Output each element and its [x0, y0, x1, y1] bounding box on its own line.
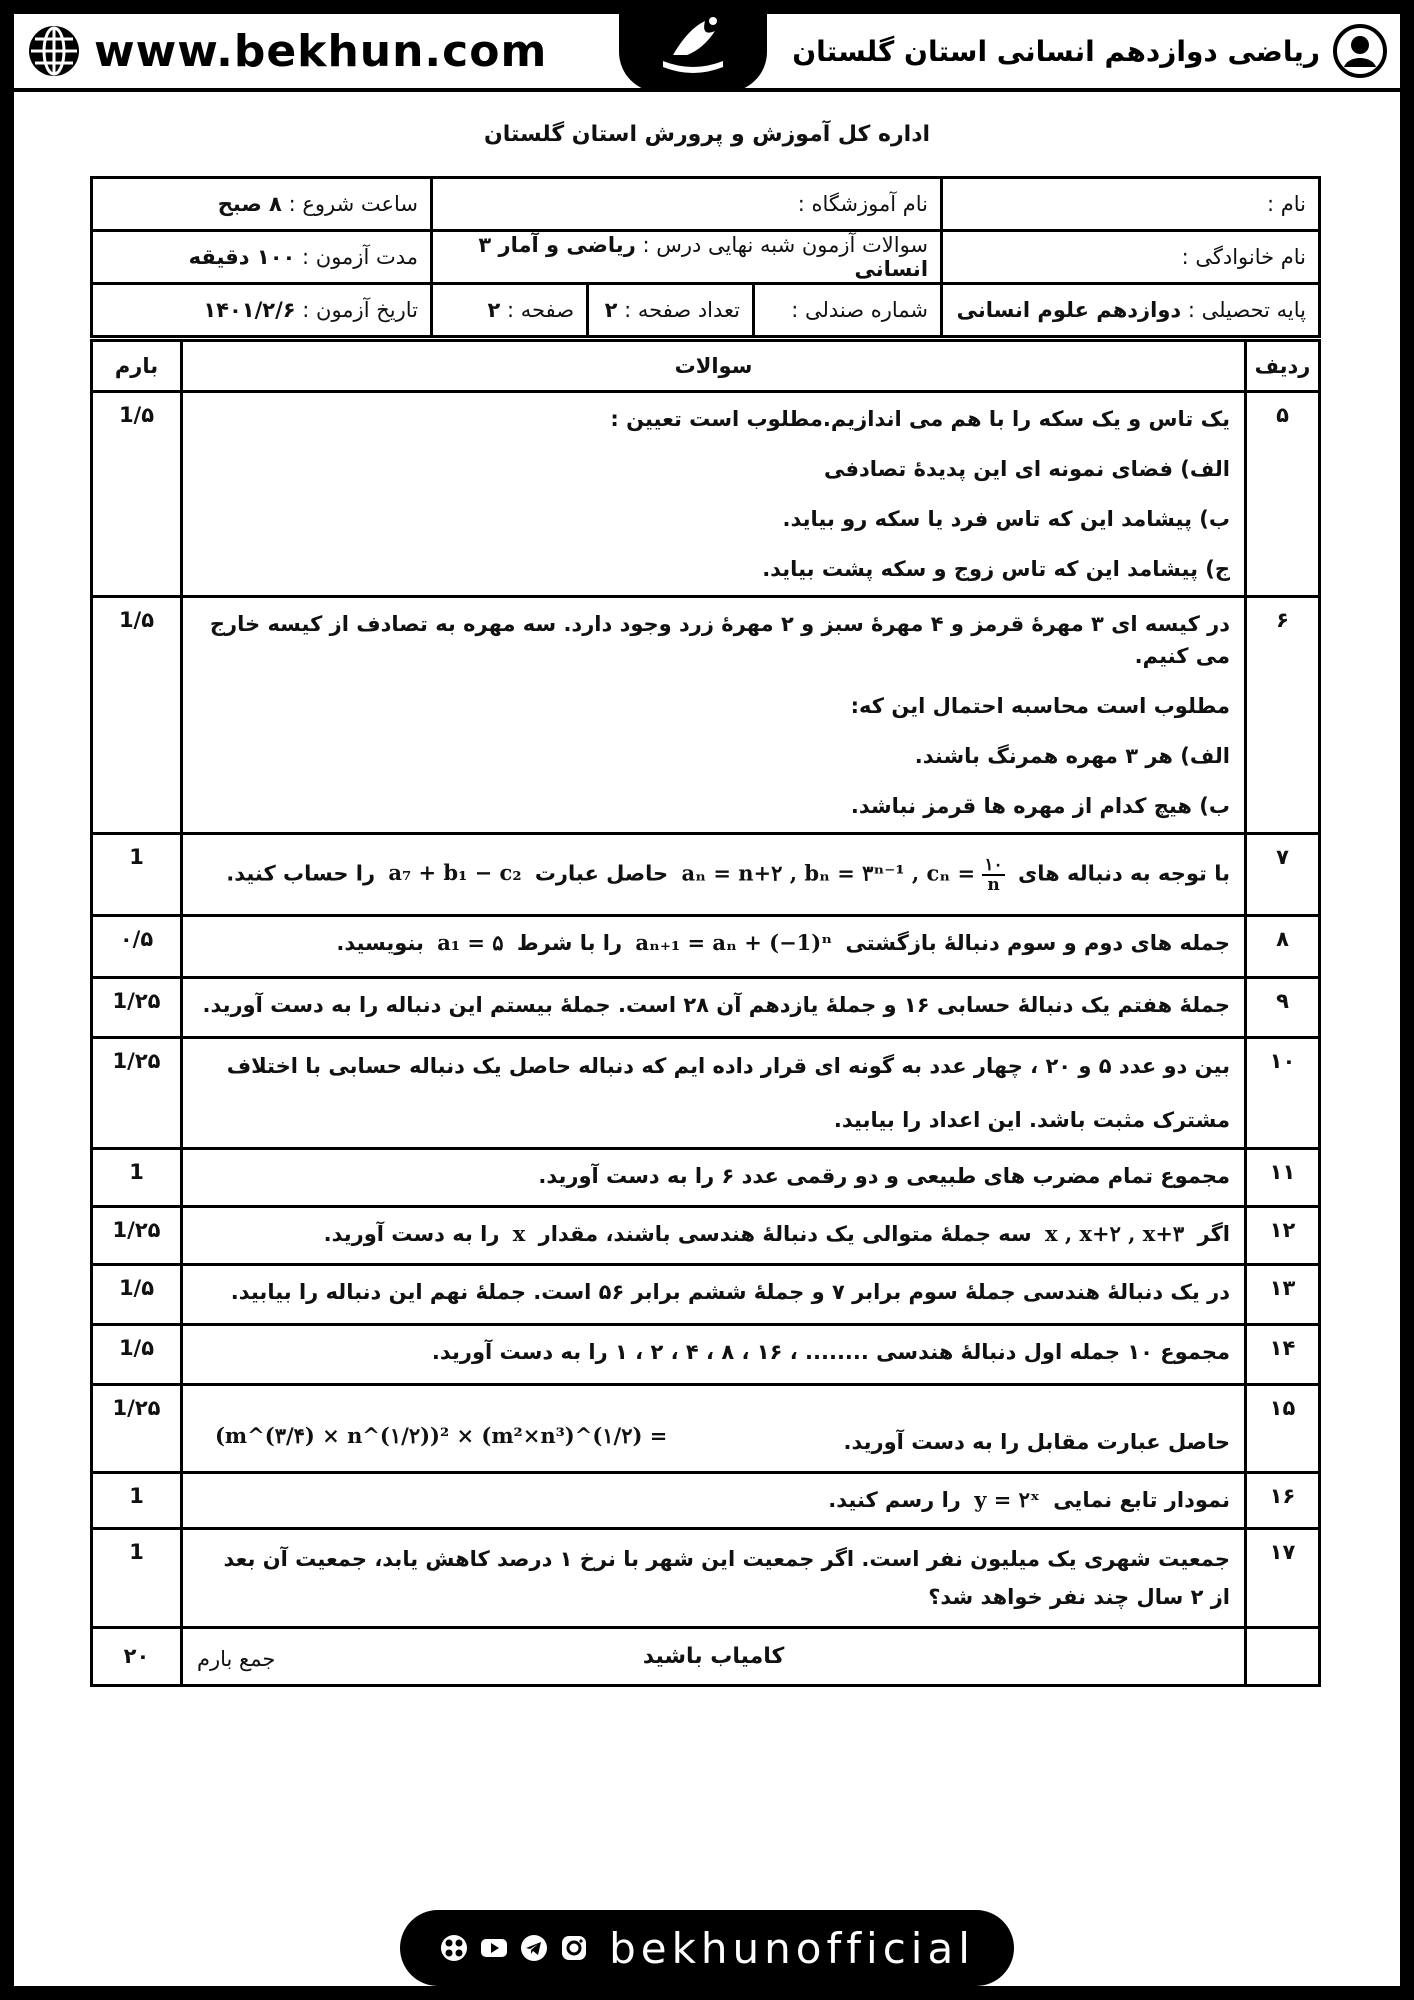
social-footer[interactable] — [400, 1910, 1014, 1986]
question-text: در یک دنبالهٔ هندسی جملهٔ سوم برابر ۷ و جملهٔ ششم برابر ۵۶ است. جملهٔ نهم این دنباله را بیابید. — [182, 1265, 1246, 1325]
terms-formula: x , x+۲ , x+۳ — [1045, 1221, 1185, 1246]
question-score: 1/۵ — [92, 1265, 182, 1325]
header-title-group — [792, 24, 1388, 78]
instagram-icon — [559, 1933, 589, 1963]
question-row-13: ۱۳ در یک دنبالهٔ هندسی جملهٔ سوم برابر ۷ و جملهٔ ششم برابر ۵۶ است. جملهٔ نهم این دنباله را بیابید. 1/۵ — [92, 1265, 1320, 1325]
question-score: 1/۲۵ — [92, 1038, 182, 1149]
question-row-7: ۷ با توجه به دنباله های aₙ = n+۲ , bₙ = ۳ⁿ⁻¹ , cₙ = $\frac{۱۰}{n}$ حاصل عبارت a₇ + b₁ − c₂ را حساب کنید. 1 — [92, 834, 1320, 916]
good-luck-text: کامیاب باشید — [642, 1643, 785, 1669]
header-title: ریاضی دوازدهم انسانی استان گلستان — [792, 34, 1320, 68]
question-row-17: ۱۷ جمعیت شهری یک میلیون نفر است. اگر جمعیت این شهر با نرخ ۱ درصد کاهش یابد، جمعیت آن بعد از ۲ سال چند نفر خواهد شد؟ 1 — [92, 1529, 1320, 1628]
question-score: 1 — [92, 1529, 182, 1628]
exam-date-cell: تاریخ آزمون : ۱۴۰۱/۲/۶ — [92, 284, 432, 337]
power-expression: (m^(۳/۴) × n^(۱/۲))² × (m²×n³)^(۱/۲) = — [215, 1423, 668, 1448]
site-url: www.bekhun.com — [94, 25, 548, 77]
recursive-formula: aₙ₊₁ = aₙ + (−1)ⁿ — [635, 930, 833, 955]
question-text: در کیسه ای ۳ مهرهٔ قرمز و ۴ مهرهٔ سبز و ۲ مهرهٔ زرد وجود دارد. سه مهره به تصادف از کیسه خارج می کنیم. مطلوب است محاسبه احتمال این که: الف) هر ۳ مهره همرنگ باشند. ب) هیچ کدام از مهره ها قرمز نباشد. — [182, 597, 1246, 834]
site-link[interactable] — [26, 24, 547, 78]
social-handle: bekhunofficial — [609, 1923, 975, 1973]
book-logo-icon — [643, 11, 743, 81]
questions-table — [90, 339, 1321, 1687]
question-score: 1/۲۵ — [92, 978, 182, 1038]
total-score: ۲۰ — [92, 1628, 182, 1686]
question-row-11: ۱۱ مجموع تمام مضرب های طبیعی و دو رقمی عدد ۶ را به دست آورید. 1 — [92, 1149, 1320, 1207]
page-number-cell: صفحه : ۲ — [432, 284, 588, 337]
questions-header: سوالات — [182, 341, 1246, 392]
question-text: حاصل عبارت مقابل را به دست آورید. (m^(۳/۴) × n^(۱/۲))² × (m²×n³)^(۱/۲) = — [182, 1385, 1246, 1473]
question-score: 1 — [92, 834, 182, 916]
question-row-8: ۸ جمله های دوم و سوم دنبالهٔ بازگشتی aₙ₊₁ = aₙ + (−1)ⁿ را با شرط a₁ = ۵ بنویسید. ۰/۵ — [92, 916, 1320, 978]
total-label: جمع بارم — [197, 1647, 276, 1671]
exam-info-table — [90, 176, 1321, 338]
question-score: 1/۲۵ — [92, 1207, 182, 1265]
organization-name: اداره کل آموزش و پرورش استان گلستان — [483, 122, 931, 147]
question-text: اگر x , x+۲ , x+۳ سه جملهٔ متوالی یک دنبالهٔ هندسی باشند، مقدار x را به دست آورید. — [182, 1207, 1246, 1265]
score-header: بارم — [92, 341, 182, 392]
question-text: نمودار تابع نمایی y = ۲ˣ را رسم کنید. — [182, 1473, 1246, 1529]
question-row-12: ۱۲ اگر x , x+۲ , x+۳ سه جملهٔ متوالی یک دنبالهٔ هندسی باشند، مقدار x را به دست آورید. 1/۲۵ — [92, 1207, 1320, 1265]
expression-formula: a₇ + b₁ − c₂ — [388, 860, 522, 885]
question-score: 1/۵ — [92, 392, 182, 597]
question-text: با توجه به دنباله های aₙ = n+۲ , bₙ = ۳ⁿ⁻¹ , cₙ = $\frac{۱۰}{n}$ حاصل عبارت a₇ + b₁ − c₂ را حساب کنید. — [182, 834, 1246, 916]
initial-condition: a₁ = ۵ — [437, 930, 504, 955]
total-row — [92, 1628, 1320, 1686]
question-text: جمله های دوم و سوم دنبالهٔ بازگشتی aₙ₊₁ = aₙ + (−1)ⁿ را با شرط a₁ = ۵ بنویسید. — [182, 916, 1246, 978]
question-text: جملهٔ هفتم یک دنبالهٔ حسابی ۱۶ و جملهٔ یازدهم آن ۲۸ است. جملهٔ بیستم این دنباله را به دست آورید. — [182, 978, 1246, 1038]
student-name-cell[interactable]: نام : — [942, 178, 1320, 231]
question-row-9: ۹ جملهٔ هفتم یک دنبالهٔ حسابی ۱۶ و جملهٔ یازدهم آن ۲۸ است. جملهٔ بیستم این دنباله را به دست آورید. 1/۲۵ — [92, 978, 1320, 1038]
question-score: 1/۵ — [92, 1325, 182, 1385]
user-icon — [1332, 23, 1388, 79]
question-text: جمعیت شهری یک میلیون نفر است. اگر جمعیت این شهر با نرخ ۱ درصد کاهش یابد، جمعیت آن بعد از ۲ سال چند نفر خواهد شد؟ — [182, 1529, 1246, 1628]
aparat-icon — [439, 1933, 469, 1963]
sequence-formula: aₙ = n+۲ , bₙ = ۳ⁿ⁻¹ , cₙ = $\frac{۱۰}{n}$ — [681, 854, 1003, 895]
question-text: مجموع ۱۰ جمله اول دنبالهٔ هندسی ........ ، ۱۶ ، ۸ ، ۴ ، ۲ ، ۱ را به دست آورید. — [182, 1325, 1246, 1385]
question-row-15: ۱۵ حاصل عبارت مقابل را به دست آورید. (m^(۳/۴) × n^(۱/۲))² × (m²×n³)^(۱/۲) = 1/۲۵ — [92, 1385, 1320, 1473]
exponential-function: y = ۲ˣ — [974, 1487, 1040, 1512]
question-row-6: ۶ در کیسه ای ۳ مهرهٔ قرمز و ۴ مهرهٔ سبز و ۲ مهرهٔ زرد وجود دارد. سه مهره به تصادف از کیسه خارج می کنیم. مطلوب است محاسبه احتمال این که: الف) هر ۳ مهره همرنگ باشند. ب) هیچ کدام از مهره ها قرمز نباشد. 1/۵ — [92, 597, 1320, 834]
variable-x: x — [512, 1221, 526, 1246]
grade-cell: پایه تحصیلی : دوازدهم علوم انسانی — [942, 284, 1320, 337]
exam-course-cell: سوالات آزمون شبه نهایی درس : ریاضی و آمار ۳ انسانی — [432, 231, 942, 284]
family-name-cell[interactable]: نام خانوادگی : — [942, 231, 1320, 284]
page-count-cell: تعداد صفحه : ۲ — [588, 284, 754, 337]
question-row-10: ۱۰ بین دو عدد ۵ و ۲۰ ، چهار عدد به گونه ای قرار داده ایم که دنباله حاصل یک دنباله حسابی با اختلاف مشترک مثبت باشد. این اعداد را بیابید. 1/۲۵ — [92, 1038, 1320, 1149]
school-name-cell[interactable]: نام آموزشگاه : — [432, 178, 942, 231]
question-score: 1 — [92, 1149, 182, 1207]
exam-duration-cell: مدت آزمون : ۱۰۰ دقیقه — [92, 231, 432, 284]
question-row-14: ۱۴ مجموع ۱۰ جمله اول دنبالهٔ هندسی ........ ، ۱۶ ، ۸ ، ۴ ، ۲ ، ۱ را به دست آورید. 1/۵ — [92, 1325, 1320, 1385]
questions-header-row — [92, 341, 1320, 392]
question-row-5: ۵ یک تاس و یک سکه را با هم می اندازیم.مطلوب است تعیین : الف) فضای نمونه ای این پدیدهٔ تصادفی ب) پیشامد این که تاس فرد یا سکه رو بیاید. ج) پیشامد این که تاس زوج و سکه پشت بیاید. 1/۵ — [92, 392, 1320, 597]
globe-icon — [26, 23, 82, 79]
question-row-16: ۱۶ نمودار تابع نمایی y = ۲ˣ را رسم کنید. 1 — [92, 1473, 1320, 1529]
brand-logo — [619, 0, 767, 92]
question-score: ۰/۵ — [92, 916, 182, 978]
question-score: 1 — [92, 1473, 182, 1529]
youtube-icon — [479, 1933, 509, 1963]
question-score: 1/۲۵ — [92, 1385, 182, 1473]
start-time-cell: ساعت شروع : ۸ صبح — [92, 178, 432, 231]
question-text: بین دو عدد ۵ و ۲۰ ، چهار عدد به گونه ای قرار داده ایم که دنباله حاصل یک دنباله حسابی با اختلاف مشترک مثبت باشد. این اعداد را بیابید. — [182, 1038, 1246, 1149]
question-text: یک تاس و یک سکه را با هم می اندازیم.مطلوب است تعیین : الف) فضای نمونه ای این پدیدهٔ تصادفی ب) پیشامد این که تاس فرد یا سکه رو بیاید. ج) پیشامد این که تاس زوج و سکه پشت بیاید. — [182, 392, 1246, 597]
row-header: ردیف — [1246, 341, 1320, 392]
question-score: 1/۵ — [92, 597, 182, 834]
seat-number-cell[interactable]: شماره صندلی : — [754, 284, 942, 337]
question-text: مجموع تمام مضرب های طبیعی و دو رقمی عدد ۶ را به دست آورید. — [182, 1149, 1246, 1207]
telegram-icon — [519, 1933, 549, 1963]
